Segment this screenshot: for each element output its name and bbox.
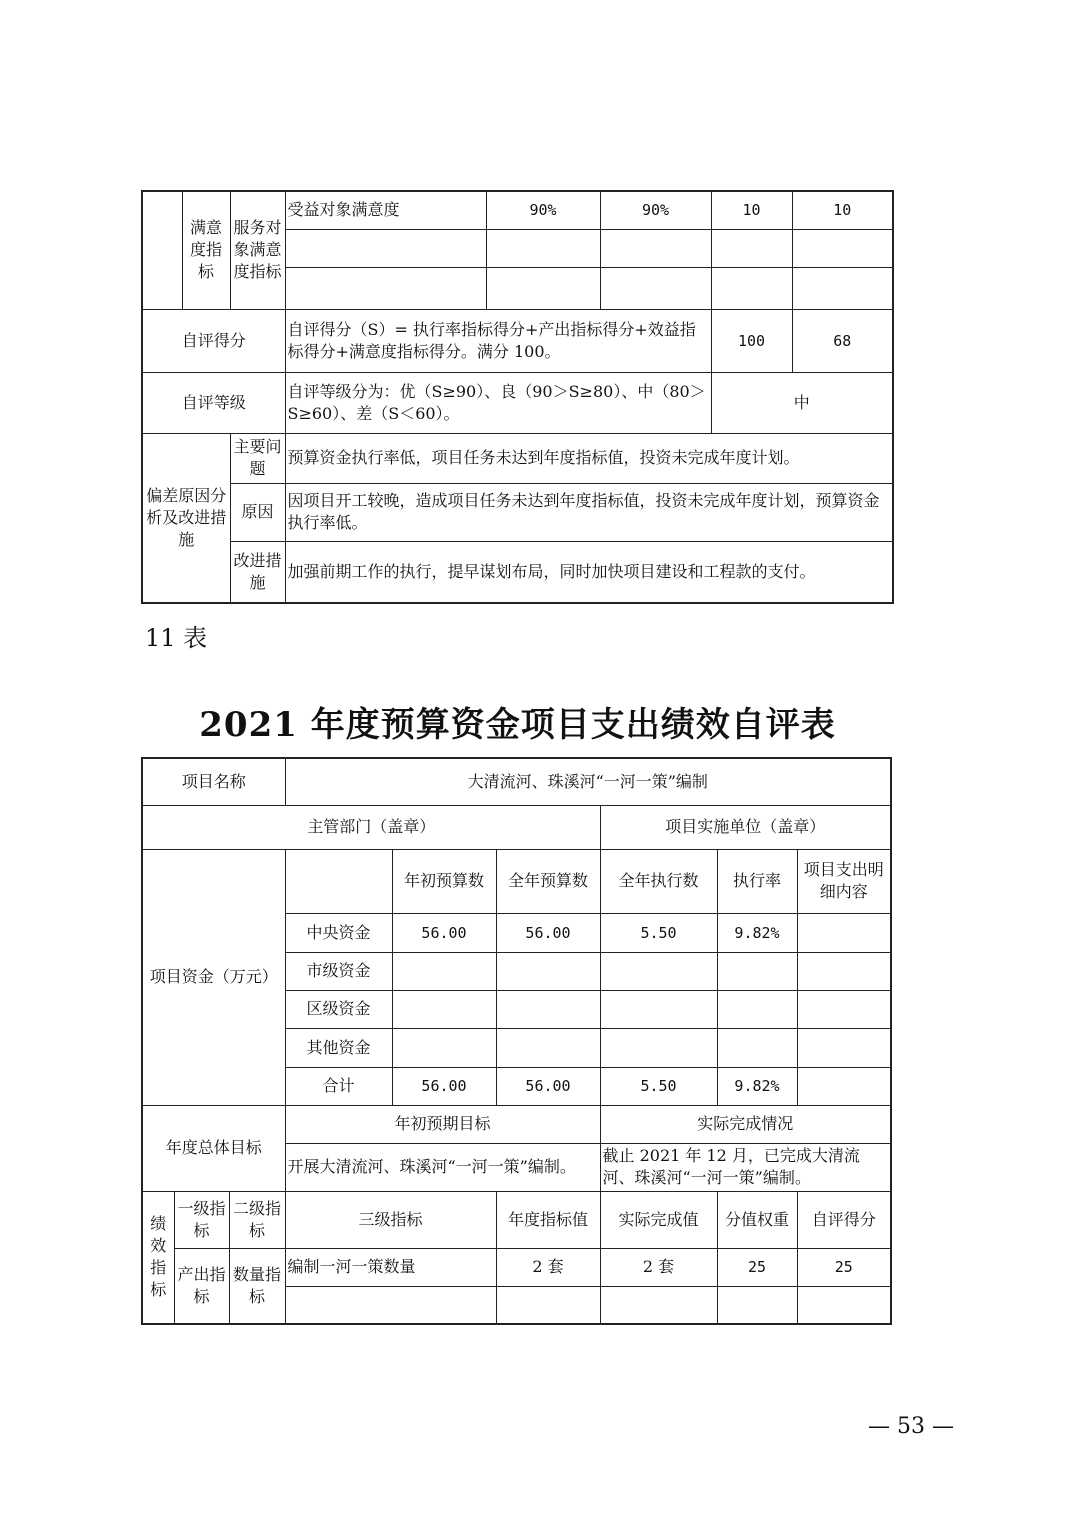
empty-cell bbox=[486, 229, 600, 267]
self-grade-description: 自评等级分为：优（S≥90）、良（90＞S≥80）、中（80＞S≥60）、差（S＜60）。 bbox=[285, 372, 711, 433]
funds-initial bbox=[392, 1028, 496, 1067]
funds-initial: 56.00 bbox=[392, 913, 496, 952]
level2-satisfaction-indicator: 满意度指标 bbox=[182, 191, 230, 309]
perf-weight: 25 bbox=[717, 1248, 797, 1286]
deviation-label: 偏差原因分析及改进措施 bbox=[142, 433, 230, 603]
funds-rate bbox=[717, 990, 797, 1028]
perf-header: 分值权重 bbox=[717, 1191, 797, 1248]
self-score-description: 自评得分（S）= 执行率指标得分+产出指标得分+效益指标得分+满意度指标得分。满分 100。 bbox=[285, 309, 711, 372]
funds-label: 项目资金（万元） bbox=[142, 849, 285, 1105]
funds-initial bbox=[392, 952, 496, 990]
unit-label: 项目实施单位（盖章） bbox=[600, 805, 891, 849]
funds-annual: 56.00 bbox=[496, 913, 600, 952]
deviation-item-text: 因项目开工较晚，造成项目任务未达到年度指标值，投资未完成年度计划，预算资金执行率低。 bbox=[285, 483, 893, 541]
funds-row-name: 中央资金 bbox=[285, 913, 392, 952]
goal-expected-label: 年初预期目标 bbox=[285, 1105, 600, 1143]
goal-actual-label: 实际完成情况 bbox=[600, 1105, 891, 1143]
project-name-label: 项目名称 bbox=[142, 758, 285, 805]
funds-total-name: 合计 bbox=[285, 1067, 392, 1105]
funds-initial: 56.00 bbox=[392, 1067, 496, 1105]
perf-header: 三级指标 bbox=[285, 1191, 496, 1248]
funds-detail bbox=[797, 1067, 891, 1105]
evaluation-table-continued bbox=[141, 190, 894, 604]
empty-cell bbox=[600, 267, 711, 309]
empty-cell bbox=[600, 1286, 717, 1324]
empty-cell bbox=[285, 229, 486, 267]
funds-annual bbox=[496, 990, 600, 1028]
page-title: 2021 年度预算资金项目支出绩效自评表 bbox=[199, 705, 836, 745]
goal-actual-text: 截止 2021 年 12 月，已完成大清流河、珠溪河“一河一策”编制。 bbox=[600, 1143, 891, 1191]
perf-header: 自评得分 bbox=[797, 1191, 891, 1248]
funds-header: 全年预算数 bbox=[496, 849, 600, 913]
indicator-weight: 10 bbox=[711, 191, 792, 229]
empty-cell bbox=[285, 849, 392, 913]
empty-cell bbox=[711, 267, 792, 309]
empty-cell bbox=[496, 1286, 600, 1324]
deviation-item-label: 改进措施 bbox=[230, 541, 285, 603]
funds-annual bbox=[496, 952, 600, 990]
funds-annual bbox=[496, 1028, 600, 1067]
funds-row-name: 市级资金 bbox=[285, 952, 392, 990]
funds-executed bbox=[600, 952, 717, 990]
self-grade-value: 中 bbox=[711, 372, 893, 433]
funds-annual: 56.00 bbox=[496, 1067, 600, 1105]
perf-target: 2 套 bbox=[496, 1248, 600, 1286]
goal-expected-text: 开展大清流河、珠溪河“一河一策”编制。 bbox=[285, 1143, 600, 1191]
deviation-item-text: 加强前期工作的执行，提早谋划布局，同时加快项目建设和工程款的支付。 bbox=[285, 541, 893, 603]
empty-cell bbox=[792, 229, 893, 267]
deviation-item-text: 预算资金执行率低，项目任务未达到年度指标值，投资未完成年度计划。 bbox=[285, 433, 893, 483]
self-score-full: 100 bbox=[711, 309, 792, 372]
perf-indicator-name: 编制一河一策数量 bbox=[285, 1248, 496, 1286]
perf-header: 实际完成值 bbox=[600, 1191, 717, 1248]
empty-cell bbox=[486, 267, 600, 309]
funds-detail bbox=[797, 952, 891, 990]
empty-cell bbox=[600, 229, 711, 267]
funds-header: 全年执行数 bbox=[600, 849, 717, 913]
funds-header: 项目支出明细内容 bbox=[797, 849, 891, 913]
funds-row-name: 区级资金 bbox=[285, 990, 392, 1028]
funds-detail bbox=[797, 990, 891, 1028]
funds-header: 年初预算数 bbox=[392, 849, 496, 913]
perf-actual: 2 套 bbox=[600, 1248, 717, 1286]
perf-header: 一级指标 bbox=[174, 1191, 229, 1248]
deviation-item-label: 主要问题 bbox=[230, 433, 285, 483]
perf-header: 二级指标 bbox=[229, 1191, 285, 1248]
self-score-label: 自评得分 bbox=[142, 309, 285, 372]
funds-executed: 5.50 bbox=[600, 913, 717, 952]
indicator-name: 受益对象满意度 bbox=[285, 191, 486, 229]
empty-cell bbox=[717, 1286, 797, 1324]
perf-level2: 数量指标 bbox=[229, 1248, 285, 1324]
funds-rate: 9.82% bbox=[717, 1067, 797, 1105]
funds-header: 执行率 bbox=[717, 849, 797, 913]
self-score-value: 68 bbox=[792, 309, 893, 372]
table-caption: 11 表 bbox=[145, 624, 208, 652]
perf-label: 绩效指标 bbox=[142, 1191, 174, 1324]
empty-cell bbox=[285, 267, 486, 309]
funds-executed: 5.50 bbox=[600, 1067, 717, 1105]
perf-score: 25 bbox=[797, 1248, 891, 1286]
perf-header: 年度指标值 bbox=[496, 1191, 600, 1248]
funds-rate bbox=[717, 952, 797, 990]
funds-initial bbox=[392, 990, 496, 1028]
perf-level1: 产出指标 bbox=[174, 1248, 229, 1324]
project-name-value: 大清流河、珠溪河“一河一策”编制 bbox=[285, 758, 891, 805]
level1-cell bbox=[142, 191, 182, 309]
funds-detail bbox=[797, 1028, 891, 1067]
indicator-actual: 90% bbox=[600, 191, 711, 229]
empty-cell bbox=[792, 267, 893, 309]
indicator-score: 10 bbox=[792, 191, 893, 229]
level3-service-satisfaction-indicator: 服务对象满意度指标 bbox=[230, 191, 285, 309]
funds-detail bbox=[797, 913, 891, 952]
deviation-item-label: 原因 bbox=[230, 483, 285, 541]
empty-cell bbox=[711, 229, 792, 267]
self-grade-label: 自评等级 bbox=[142, 372, 285, 433]
empty-cell bbox=[285, 1286, 496, 1324]
funds-executed bbox=[600, 990, 717, 1028]
dept-label: 主管部门（盖章） bbox=[142, 805, 600, 849]
budget-performance-table bbox=[141, 757, 892, 1325]
empty-cell bbox=[797, 1286, 891, 1324]
funds-rate bbox=[717, 1028, 797, 1067]
funds-rate: 9.82% bbox=[717, 913, 797, 952]
funds-row-name: 其他资金 bbox=[285, 1028, 392, 1067]
funds-executed bbox=[600, 1028, 717, 1067]
indicator-target: 90% bbox=[486, 191, 600, 229]
goal-label: 年度总体目标 bbox=[142, 1105, 285, 1191]
page-number: — 53 — bbox=[868, 1414, 954, 1439]
